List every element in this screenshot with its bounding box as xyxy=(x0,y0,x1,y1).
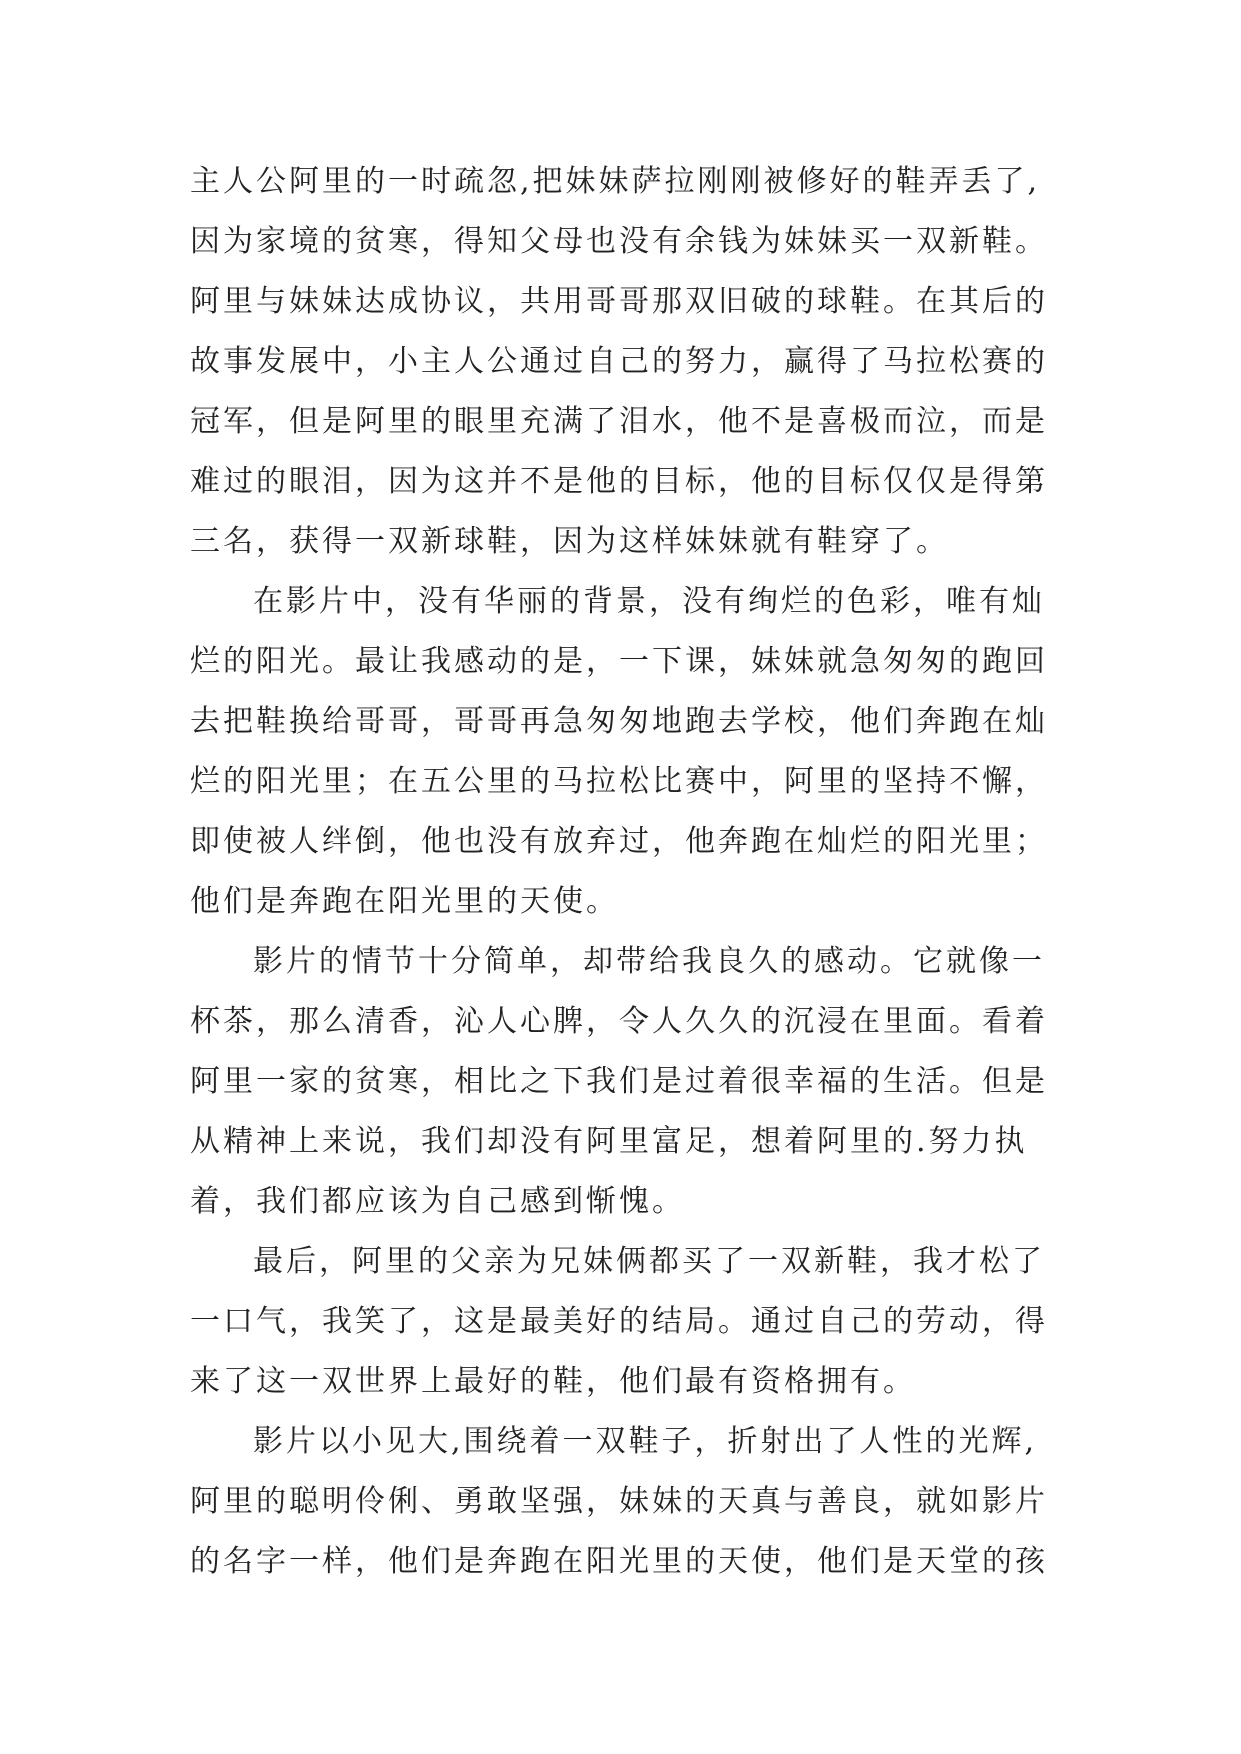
text-line: 阿里一家的贫寒，相比之下我们是过着很幸福的生活。但是 xyxy=(190,1064,1048,1099)
text-line: 主人公阿里的一时疏忽,把妹妹萨拉刚刚被修好的鞋弄丢了, xyxy=(190,164,1041,199)
text-line: 难过的眼泪，因为这并不是他的目标，他的目标仅仅是得第 xyxy=(190,464,1048,499)
text-line: 来了这一双世界上最好的鞋，他们最有资格拥有。 xyxy=(190,1364,916,1399)
text-line: 一口气，我笑了，这是最美好的结局。通过自己的劳动，得 xyxy=(190,1304,1048,1339)
text-line: 影片的情节十分简单，却带给我良久的感动。它就像一 xyxy=(253,944,1045,979)
text-line: 阿里与妹妹达成协议，共用哥哥那双旧破的球鞋。在其后的 xyxy=(190,284,1048,319)
text-line: 因为家境的贫寒，得知父母也没有余钱为妹妹买一双新鞋。 xyxy=(190,224,1048,259)
text-line: 着，我们都应该为自己感到惭愧。 xyxy=(190,1184,685,1219)
text-line: 他们是奔跑在阳光里的天使。 xyxy=(190,884,619,919)
text-line: 烂的阳光。最让我感动的是，一下课，妹妹就急匆匆的跑回 xyxy=(190,644,1048,679)
text-line: 从精神上来说，我们却没有阿里富足，想着阿里的.努力执 xyxy=(190,1124,1028,1159)
paragraph-1 xyxy=(190,152,1090,572)
text-line: 在影片中，没有华丽的背景，没有绚烂的色彩，唯有灿 xyxy=(253,584,1045,619)
paragraph-2 xyxy=(190,572,1090,932)
document-body xyxy=(190,152,1090,1592)
paragraph-4 xyxy=(190,1232,1090,1412)
text-line: 故事发展中，小主人公通过自己的努力，赢得了马拉松赛的 xyxy=(190,344,1048,379)
text-line: 阿里的聪明伶俐、勇敢坚强，妹妹的天真与善良，就如影片 xyxy=(190,1484,1048,1519)
text-line: 烂的阳光里；在五公里的马拉松比赛中，阿里的坚持不懈， xyxy=(190,764,1048,799)
paragraph-3 xyxy=(190,932,1090,1232)
text-line: 的名字一样，他们是奔跑在阳光里的天使，他们是天堂的孩 xyxy=(190,1544,1048,1579)
text-line: 冠军，但是阿里的眼里充满了泪水，他不是喜极而泣，而是 xyxy=(190,404,1048,439)
text-line: 三名，获得一双新球鞋，因为这样妹妹就有鞋穿了。 xyxy=(190,524,949,559)
text-line: 去把鞋换给哥哥，哥哥再急匆匆地跑去学校，他们奔跑在灿 xyxy=(190,704,1048,739)
text-line: 即使被人绊倒，他也没有放弃过，他奔跑在灿烂的阳光里； xyxy=(190,824,1048,859)
text-line: 影片以小见大,围绕着一双鞋子，折射出了人性的光辉, xyxy=(253,1424,1038,1459)
text-line: 杯茶，那么清香，沁人心脾，令人久久的沉浸在里面。看着 xyxy=(190,1004,1048,1039)
text-line: 最后，阿里的父亲为兄妹俩都买了一双新鞋，我才松了 xyxy=(253,1244,1045,1279)
paragraph-5 xyxy=(190,1412,1090,1592)
